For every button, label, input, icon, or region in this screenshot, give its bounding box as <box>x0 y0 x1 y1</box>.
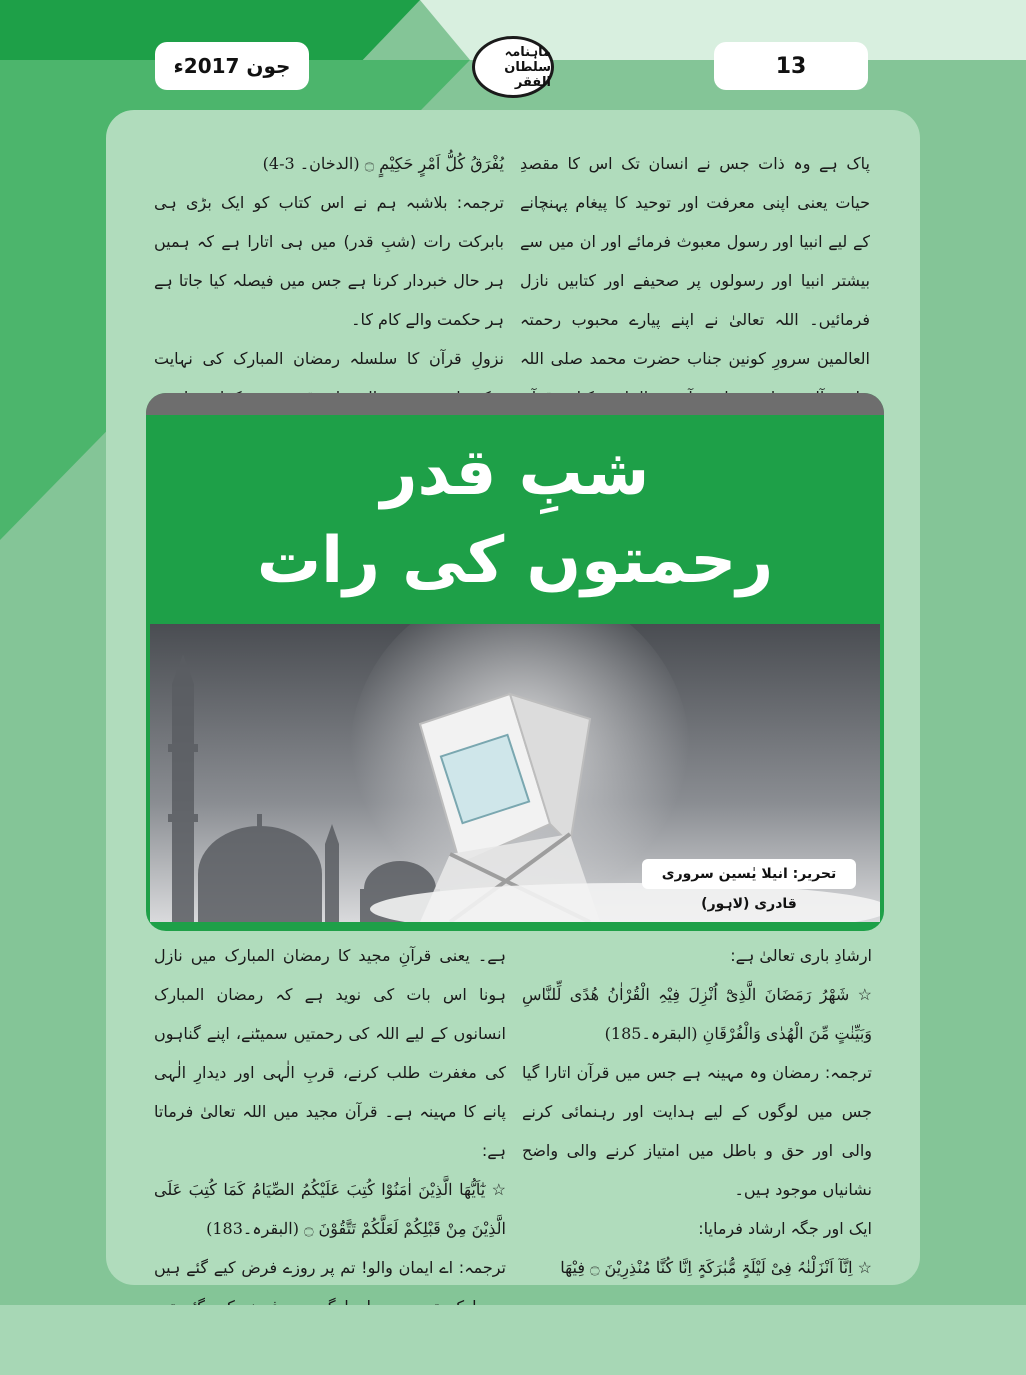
page-number: 13 <box>716 44 866 88</box>
bottom-strip <box>0 1305 1026 1375</box>
magazine-logo: ماہنامہ سلطان الفقر <box>472 36 554 98</box>
issue-date: جون 2017ء <box>157 44 307 88</box>
quran-verse: ☆ شَھْرُ رَمَضَانَ الَّذِیْٓ اُنْزِلَ فِیْہِ الْقُرْاٰنُ ھُدًی لِّلنَّاسِ وَبَیِّنٰتٍ مِّنَ الْھُدٰی وَالْفُرْقَانِ (البقرہ۔185) <box>522 985 872 1043</box>
article-paragraph: ایک اور جگہ ارشاد فرمایا: <box>698 1219 872 1238</box>
article-title-line1: شبِ قدر <box>380 436 650 510</box>
article-paragraph: نزولِ قرآن کا سلسلہ رمضان المبارک کی نہایت <box>154 349 504 368</box>
author-byline: تحریر: انیلا یٰسین سروری قادری (لاہور) <box>642 859 856 889</box>
quran-verse: یُفْرَقُ کُلُّ اَمْرٍ حَکِیْمٍ ۝ (الدخان۔ 3-4) <box>262 154 504 173</box>
banner-top-strip <box>146 393 884 415</box>
article-paragraph: ترجمہ: بلاشبہ ہم نے اس کتاب کو ایک بڑی ہی بابرکت رات (شبِ قدر) میں ہی اتارا ہے کہ ہمیں ہر حال خبردار کرنا ہے جس میں فیصلہ کیا جاتا ہے ہر حکمت والے کام کا۔ <box>154 193 504 329</box>
feature-banner <box>146 393 884 931</box>
article-paragraph: ترجمہ: رمضان وہ مہینہ ہے جس میں قرآن اتارا گیا جس میں لوگوں کے لیے ہدایت اور رہنمائی کرنے والی اور حق و باطل میں امتیاز کرنے والی واضح نشانیاں موجود ہیں۔ <box>522 1063 872 1199</box>
quran-verse: ☆ اِنَّآ اَنْزَلْنٰہُ فِیْ لَیْلَۃٍ مُّبٰرَکَۃٍ اِنَّا کُنَّا مُنْذِرِیْنَ ۝ فِیْھَا <box>560 1258 872 1277</box>
article-paragraph: ہے۔ یعنی قرآنِ مجید کا رمضان المبارک میں نازل ہونا اس بات کی نوید ہے کہ رمضان المبارک انسانوں کے لیے اللہ کی رحمتیں سمیٹنے، اپنے گناہوں کی مغفرت طلب کرنے، قربِ الٰہی اور دیدارِ الٰہی پانے کا مہینہ ہے۔ قرآن مجید میں اللہ تعالیٰ فرماتا ہے: <box>154 946 506 1160</box>
quran-verse: ☆ یٰٓاَیُّھَا الَّذِیْنَ اٰمَنُوْا کُتِبَ عَلَیْکُمُ الصِّیَامُ کَمَا کُتِبَ عَلَی الَّذِیْنَ مِنْ قَبْلِکُمْ لَعَلَّکُمْ تَتَّقُوْنَ ۝ (البقرہ۔183) <box>154 1180 506 1238</box>
article-paragraph: ارشادِ باری تعالیٰ ہے: <box>730 946 872 965</box>
article-bottom-left-column <box>154 936 506 1365</box>
article-paragraph: ترجمہ: اے ایمان والو! تم پر روزے فرض کیے گئے ہیں <box>154 1258 506 1277</box>
article-bottom-right-column <box>522 936 872 1287</box>
article-paragraph: پاک ہے وہ ذات جس نے انسان تک اس کا مقصدِ حیات یعنی اپنی معرفت اور توحید کا پیغام پہنچانے کے لیے انبیا اور رسول معبوث فرمائے اور ان میں سے بیشتر انبیا اور رسولوں پر صحیفے اور کتابیں نازل فرمائیں۔ اللہ تعالیٰ نے اپنے پیارے محبوب رحمتہ العالمین سرورِ کونین جناب حضرت محمد صلی اللہ <box>520 154 870 368</box>
article-title-line2: رحمتوں کی رات <box>256 524 774 598</box>
